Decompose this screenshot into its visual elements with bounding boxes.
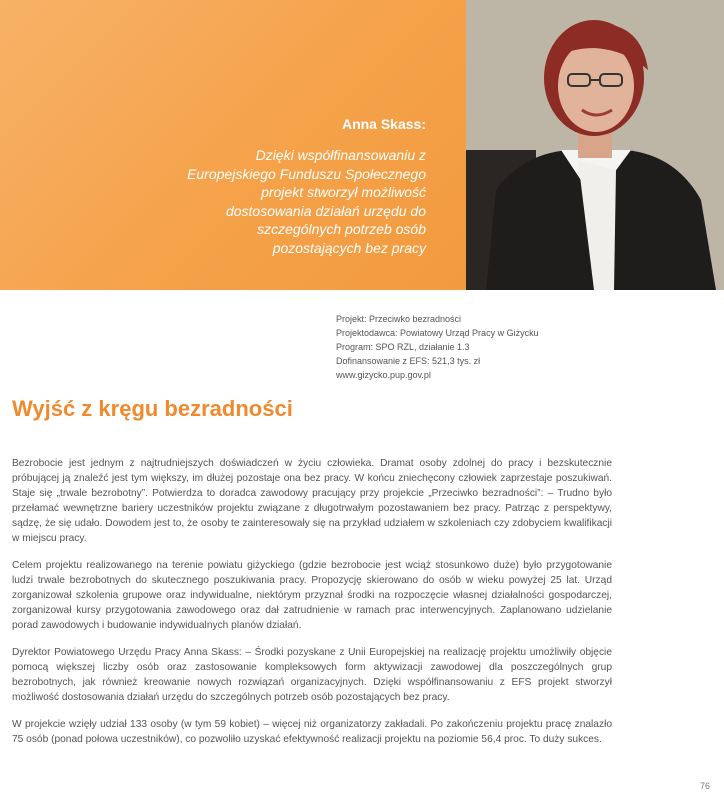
article-title: Wyjść z kręgu bezradności: [12, 396, 293, 421]
pull-quote: Dzięki współfinansowaniu z Europejskiego Funduszu Społecznego projekt stworzył możliwość dostosowania działań urzędu do szczególnych potrzeb osób pozostających bez pracy: [187, 147, 426, 256]
project-info: [336, 312, 539, 382]
paragraph: W projekcie wzięły udział 133 osoby (w tym 59 kobiet) – więcej niż organizatorzy zakładali. Po zakończeniu projektu pracę znalazło 75 osób (ponad połowa uczestników), co pozwoliło uzyskać efektywność realizacji projektu na poziomie 56,4 proc. To duży sukces.: [12, 719, 612, 745]
page-number: 76: [699, 781, 710, 791]
paragraph: Celem projektu realizowanego na terenie powiatu giżyckiego (gdzie bezrobocie jest wciąż stosunkowo duże) było przygotowanie ludzi trwale bezrobotnych do skutecznego poszukiwania pracy. Propozycję skierowano do osób w wieku powyżej 25 lat. Urząd zorganizował szkolenia grupowe oraz indywidualne, niektórym przyznał środki na rozpoczęcie własnej działalności gospodarczej, zorganizował kursy przygotowania zawodowego oraz dał zatrudnienie w ramach prac interwencyjnych. Zaplanowano udzielanie porad zawodowych i budowanie indywidualnych planów działań.: [12, 560, 612, 631]
header-banner: [0, 0, 724, 290]
info-funding: Dofinansowanie z EFS: 521,3 tys. zł: [336, 356, 481, 366]
info-project: Projekt: Przeciwko bezradności: [336, 314, 462, 324]
info-applicant: Projektodawca: Powiatowy Urząd Pracy w Giżycku: [336, 328, 539, 338]
portrait-photo: [466, 0, 724, 290]
portrait-illustration: [466, 0, 724, 290]
paragraph: Dyrektor Powiatowego Urzędu Pracy Anna Skass: – Środki pozyskane z Unii Europejskiej na realizację projektu umożliwiły objęcie pomocą większej liczby osób oraz zastosowanie kompleksowych form aktywizacji zawodowej dla poszczególnych grup bezrobotnych, jak również kreowanie nowych rozwiązań organizacyjnych. Dzięki współfinansowaniu z EFS projekt stworzył możliwość dostosowania działań urzędu do szczególnych potrzeb osób pozostających bez pracy.: [12, 647, 612, 703]
article-body: [12, 456, 612, 759]
paragraph: Bezrobocie jest jednym z najtrudniejszych doświadczeń w życiu człowieka. Dramat osoby zdolnej do pracy i bezskutecznie próbującej ją znaleźć jest tym większy, im dłużej pozostaje ona bez pracy. W końcu zniechęcony człowiek zaprzestaje poszukiwań. Staje się „trwale bezrobotny”. Potwierdza to doradca zawodowy pracujący przy projekcie „Przeciwko bezradności”: – Trudno było przełamać wewnętrzne bariery uczestników projektu związane z długotrwałym pozostawaniem bez pracy. Patrząc z perspektywy, sądzę, że się udało. Dowodem jest to, że osoby te zainteresowały się na przykład udziałem w szkoleniach czy zdobyciem kwalifikacji w miejscu pracy.: [12, 458, 612, 544]
quote-author: Anna Skass:: [341, 116, 426, 132]
info-program: Program: SPO RZL, działanie 1.3: [336, 342, 470, 352]
info-website: www.gizycko.pup.gov.pl: [336, 370, 431, 380]
